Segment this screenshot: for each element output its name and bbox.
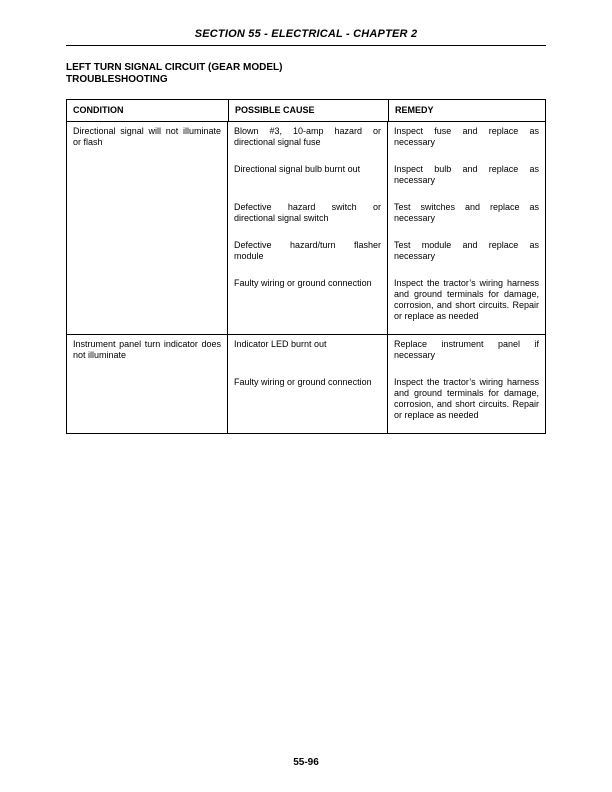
cause-cell: Defective hazard switch or directional signal switch (228, 198, 388, 236)
column-header-possible-cause: POSSIBLE CAUSE (228, 100, 388, 121)
remedy-cell: Test switches and replace as necessary (394, 202, 539, 223)
cause-remedy-list (228, 122, 545, 334)
remedy-cell: Inspect the tractor’s wiring harness and ground terminals for damage, corrosion, and short circuits. Repair or replace as needed (394, 377, 539, 420)
page-title (66, 62, 546, 86)
table-header-row (67, 100, 545, 122)
cause-cell: Blown #3, 10-amp hazard or directional signal fuse (228, 122, 388, 160)
condition-cell: Instrument panel turn indicator does not illuminate (67, 335, 228, 433)
remedy-cell: Inspect fuse and replace as necessary (394, 126, 539, 147)
column-header-condition: CONDITION (73, 105, 124, 115)
table-row (67, 122, 545, 334)
header-rule (66, 45, 546, 46)
cause-remedy-list (228, 335, 545, 433)
cause-cell: Faulty wiring or ground connection (228, 373, 388, 433)
table-row (67, 334, 545, 433)
cause-cell: Indicator LED burnt out (228, 335, 388, 373)
column-header-remedy: REMEDY (388, 100, 545, 121)
section-header: SECTION 55 - ELECTRICAL - CHAPTER 2 (194, 28, 418, 40)
remedy-cell: Inspect the tractor’s wiring harness and ground terminals for damage, corrosion, and short circuits. Repair or replace as needed (394, 278, 539, 321)
page-title-line1: LEFT TURN SIGNAL CIRCUIT (GEAR MODEL) (66, 62, 283, 73)
page-title-line2: TROUBLESHOOTING (66, 74, 168, 85)
troubleshooting-table (66, 99, 546, 434)
condition-cell: Directional signal will not illuminate or flash (67, 122, 228, 334)
remedy-cell: Test module and replace as necessary (394, 240, 539, 261)
cause-cell: Directional signal bulb burnt out (228, 160, 388, 198)
cause-cell: Faulty wiring or ground connection (228, 274, 388, 334)
cause-cell: Defective hazard/turn flasher module (228, 236, 388, 274)
page-number: 55-96 (293, 757, 319, 768)
remedy-cell: Replace instrument panel if necessary (394, 339, 539, 360)
remedy-cell: Inspect bulb and replace as necessary (394, 164, 539, 185)
